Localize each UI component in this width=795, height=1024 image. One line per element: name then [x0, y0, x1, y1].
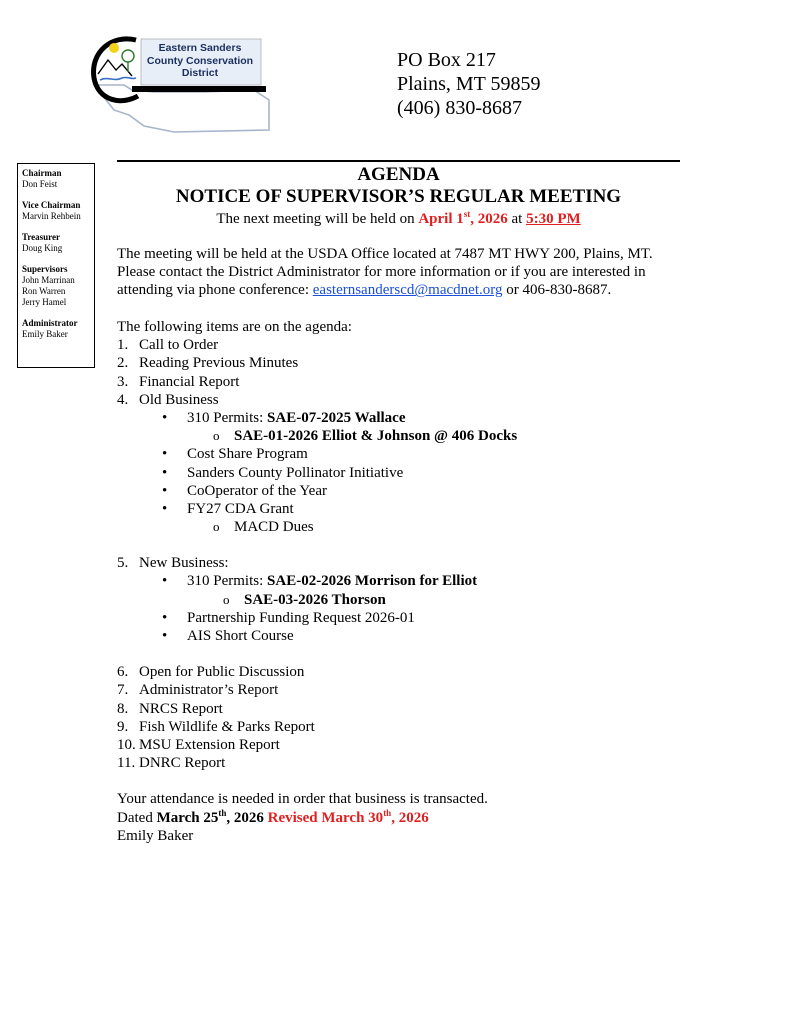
agenda-body — [117, 318, 717, 845]
sub-item-text: FY27 CDA Grant — [187, 500, 294, 517]
sub-item-text — [187, 572, 477, 590]
agenda-item — [117, 336, 717, 354]
item-text: New Business: — [139, 555, 229, 572]
spacer — [117, 772, 717, 790]
sub-item-text: Sanders County Pollinator Initiative — [187, 464, 404, 481]
title-line: AGENDA — [357, 164, 440, 185]
item-number: 6. — [117, 664, 129, 681]
revised-year: , 2026 — [391, 809, 429, 826]
circle-bullet-icon: o — [213, 428, 220, 444]
agenda-item — [117, 391, 717, 409]
permit-id: SAE-02-2026 Morrison for Elliot — [267, 573, 478, 590]
bullet-icon: • — [162, 628, 168, 644]
officer-name: Ron Warren — [22, 286, 66, 296]
address-line: PO Box 217 — [397, 49, 496, 71]
dated-line — [117, 809, 717, 827]
address-line: (406) 830-8687 — [397, 97, 522, 119]
officer-role: Chairman — [22, 168, 62, 178]
permit-id: SAE-01-2026 Elliot & Johnson @ 406 Docks — [234, 428, 518, 445]
sub-item — [117, 609, 717, 627]
paragraph-text: attending via phone conference: — [117, 282, 313, 299]
item-number: 10. — [117, 736, 136, 753]
item-number: 2. — [117, 355, 129, 372]
item-text: Old Business — [139, 391, 219, 408]
permit-id: SAE-07-2025 Wallace — [267, 409, 406, 426]
paragraph-text: or 406-830-8687. — [502, 282, 612, 299]
dated-date — [156, 807, 268, 826]
officer-role: Administrator — [22, 318, 78, 328]
sub-item-text: CoOperator of the Year — [187, 482, 327, 499]
meeting-time: 5:30 PM — [526, 211, 581, 227]
officer-group — [22, 264, 90, 308]
sub-sub-item-text: MACD Dues — [234, 519, 314, 536]
address-block — [397, 48, 541, 120]
officer-role: Treasurer — [22, 232, 60, 242]
intro-text: The following items are on the agenda: — [117, 319, 352, 335]
bullet-icon: • — [162, 409, 168, 426]
sub-item-text: Cost Share Program — [187, 446, 308, 463]
permit-id: SAE-03-2026 Thorson — [244, 591, 386, 608]
sub-item — [117, 409, 717, 427]
agenda-title — [117, 164, 680, 208]
officer-name: John Marrinan — [22, 275, 75, 285]
sub-sub-item — [117, 591, 717, 609]
sub-item-text: AIS Short Course — [187, 628, 294, 644]
agenda-item — [117, 354, 717, 372]
revised-date — [267, 807, 429, 826]
officer-name: Jerry Hamel — [22, 297, 67, 307]
item-number: 3. — [117, 373, 129, 390]
agenda-item — [117, 663, 717, 681]
signature-name: Emily Baker — [117, 827, 194, 844]
agenda-item — [117, 554, 717, 572]
meeting-date-suffix: st — [463, 209, 471, 219]
meeting-date-month: April 1 — [418, 211, 464, 227]
item-number: 9. — [117, 718, 129, 735]
bullet-icon: • — [162, 609, 168, 626]
agenda-item — [117, 736, 717, 754]
meeting-date-year: , 2026 — [470, 211, 508, 227]
item-text: Reading Previous Minutes — [139, 355, 299, 372]
officer-role: Supervisors — [22, 264, 68, 274]
agenda-item — [117, 700, 717, 718]
meeting-date — [418, 211, 507, 227]
officer-name: Don Feist — [22, 179, 58, 189]
bullet-icon: • — [162, 500, 168, 517]
logo-line: District — [181, 67, 219, 79]
attendance-text: Your attendance is needed in order that business is transacted. — [117, 791, 488, 808]
agenda-intro — [117, 318, 717, 336]
item-number: 11. — [117, 755, 136, 772]
sub-sub-item — [117, 518, 717, 536]
bullet-icon: • — [162, 573, 168, 590]
sub-item — [117, 627, 717, 645]
bullet-icon: • — [162, 464, 168, 481]
district-logo — [84, 30, 274, 140]
paragraph-line: Please contact the District Administrator for more information or if you are interested in — [117, 264, 646, 281]
agenda-item — [117, 681, 717, 699]
sub-item — [117, 500, 717, 518]
attendance-note — [117, 790, 717, 808]
officer-group — [22, 318, 90, 340]
officer-group — [22, 168, 90, 190]
officer-name: Emily Baker — [22, 329, 68, 339]
agenda-item — [117, 718, 717, 736]
permits-label: 310 Permits: — [187, 409, 268, 426]
agenda-item — [117, 373, 717, 391]
sub-item — [117, 464, 717, 482]
logo-line: Eastern Sanders — [158, 42, 242, 54]
bullet-icon: • — [162, 482, 168, 499]
officer-name: Marvin Rehbein — [22, 211, 81, 221]
sub-item — [117, 445, 717, 463]
officers-sidebar — [17, 163, 95, 368]
item-number: 7. — [117, 682, 129, 699]
officer-group — [22, 200, 90, 222]
sub-item — [117, 482, 717, 500]
paragraph-line — [117, 281, 687, 299]
circle-bullet-icon: o — [213, 519, 220, 535]
dated-label: Dated — [117, 809, 157, 826]
item-text: Administrator’s Report — [139, 682, 279, 699]
item-number: 1. — [117, 337, 129, 354]
item-text: MSU Extension Report — [139, 736, 280, 753]
officer-group — [22, 232, 90, 254]
item-text: Fish Wildlife & Parks Report — [139, 718, 315, 735]
item-text: NRCS Report — [139, 700, 223, 717]
logo-line: County Conservation — [146, 54, 254, 67]
circle-bullet-icon: o — [223, 591, 230, 607]
item-text: DNRC Report — [139, 755, 226, 772]
paragraph-line: The meeting will be held at the USDA Office located at 7487 MT HWY 200, Plains, MT. — [117, 246, 653, 262]
item-number: 4. — [117, 391, 129, 408]
officer-name: Doug King — [22, 243, 63, 253]
header-rule — [117, 160, 680, 162]
revised-suffix: th — [383, 807, 392, 818]
item-text: Call to Order — [139, 337, 219, 354]
dated-month: March 25 — [156, 809, 219, 826]
item-number: 8. — [117, 700, 129, 717]
dated-year: , 2026 — [226, 809, 268, 826]
item-text: Financial Report — [139, 373, 240, 390]
next-meeting-prefix: The next meeting will be held on — [216, 211, 419, 227]
next-meeting-line — [117, 210, 680, 228]
revised-month: Revised March 30 — [267, 809, 384, 826]
officer-role: Vice Chairman — [22, 200, 81, 210]
next-meeting-at: at — [507, 211, 527, 227]
agenda-item — [117, 754, 717, 772]
bullet-icon: • — [162, 446, 168, 463]
sub-item — [117, 572, 717, 590]
permits-label: 310 Permits: — [187, 573, 268, 590]
meeting-info-paragraph — [117, 245, 687, 300]
address-line: Plains, MT 59859 — [397, 73, 541, 95]
sub-item-text — [187, 409, 406, 427]
email-link[interactable]: easternsanderscd@macdnet.org — [312, 282, 503, 299]
dated-suffix: th — [218, 807, 227, 818]
spacer — [117, 645, 717, 663]
spacer — [117, 536, 717, 554]
signature-line — [117, 827, 717, 845]
title-line: NOTICE OF SUPERVISOR’S REGULAR MEETING — [175, 186, 622, 207]
item-number: 5. — [117, 555, 129, 572]
item-text: Open for Public Discussion — [139, 664, 305, 681]
sub-item-text: Partnership Funding Request 2026-01 — [187, 609, 415, 626]
sub-sub-item — [117, 427, 717, 445]
logo-text — [141, 42, 259, 80]
